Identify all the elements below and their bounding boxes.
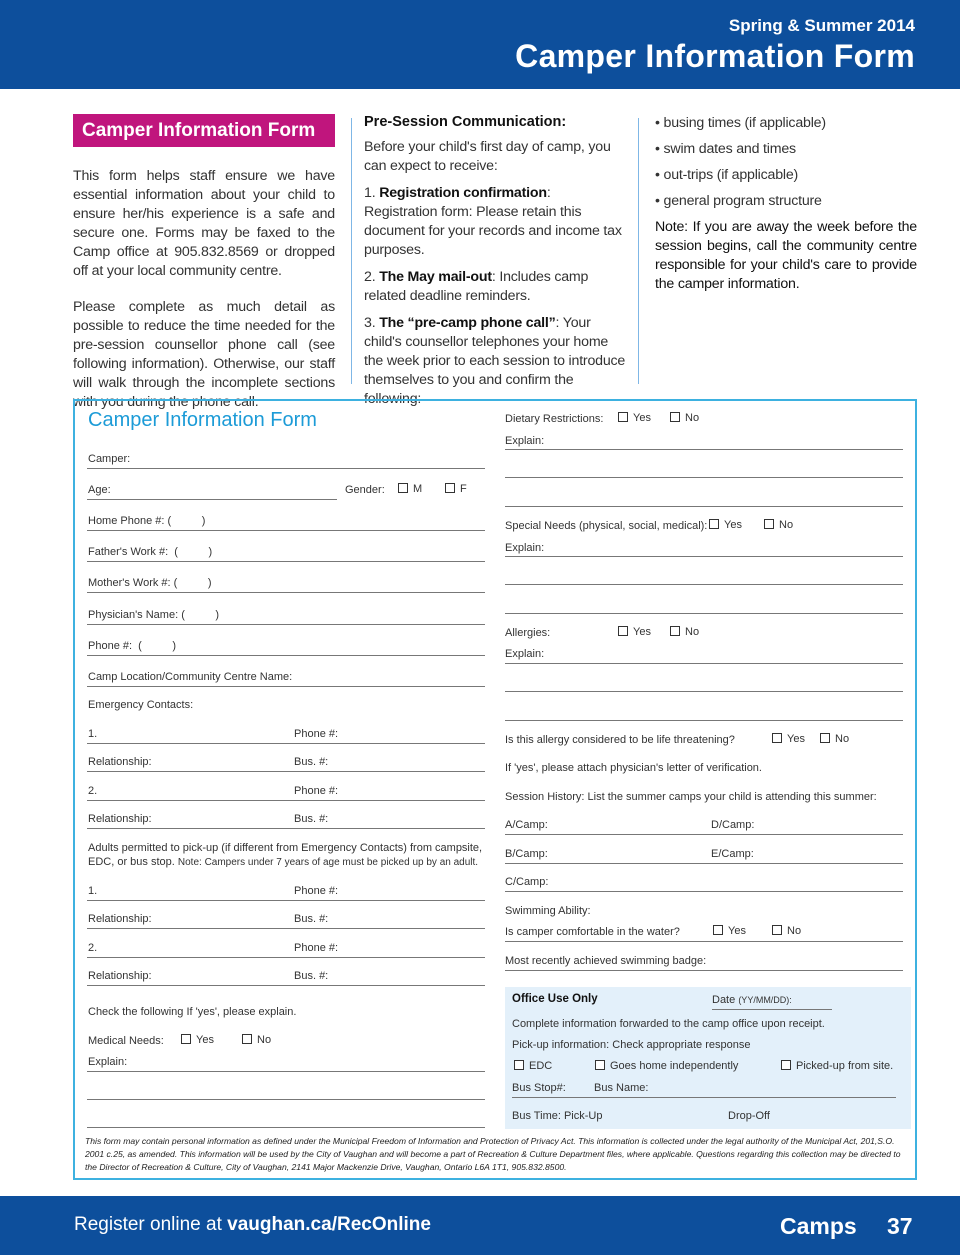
attach-letter-note: If 'yes', please attach physician's letter of verification. — [505, 762, 762, 774]
pickup-instructions: Adults permitted to pick-up (if different from Emergency Contacts) from campsite, EDC, or bus stop. Note: Campers under 7 years of age must be picked up by an adult. — [88, 842, 483, 868]
office-use-heading: Office Use Only — [512, 993, 598, 1005]
checkbox[interactable] — [670, 412, 680, 422]
season-label: Spring & Summer 2014 — [728, 16, 915, 35]
intro-column-3 — [655, 114, 917, 294]
page-footer — [0, 1196, 960, 1255]
gender-label: Gender: — [345, 484, 385, 496]
home-phone-field[interactable] — [87, 530, 485, 531]
bus-label: Bus. #: — [294, 756, 329, 768]
list-item: • out-trips (if applicable) — [655, 167, 799, 183]
pickup-1-field[interactable] — [87, 900, 485, 901]
page-header — [0, 0, 960, 89]
camp-d-label: D/Camp: — [711, 819, 755, 831]
camp-location-field[interactable] — [87, 686, 485, 687]
bus-stop-label: Bus Stop#: — [512, 1082, 566, 1094]
relationship-label: Relationship: — [88, 970, 152, 982]
list-item: • busing times (if applicable) — [655, 115, 826, 131]
checkbox[interactable] — [242, 1034, 252, 1044]
life-threatening-label: Is this allergy considered to be life threatening? — [505, 734, 735, 746]
special-needs-yes-option[interactable]: Yes — [709, 519, 742, 531]
medical-explain-field[interactable] — [87, 1071, 485, 1072]
bus-label: Bus. #: — [294, 813, 329, 825]
physician-name-label: Physician's Name: ( ) — [88, 609, 220, 621]
checkbox[interactable] — [781, 1060, 791, 1070]
relationship-field[interactable] — [87, 985, 485, 986]
special-needs-no-option[interactable]: No — [764, 519, 793, 531]
allergies-yes-option[interactable]: Yes — [618, 626, 651, 638]
dietary-explain-field[interactable] — [505, 506, 903, 507]
checkbox[interactable] — [713, 925, 723, 935]
phone-field[interactable] — [87, 655, 485, 656]
camper-label: Camper: — [88, 453, 131, 465]
special-needs-explain-field[interactable] — [505, 556, 903, 557]
phone-label: Phone #: ( ) — [88, 640, 177, 652]
contact-1-phone-label: Phone #: — [294, 728, 339, 740]
contact-1-field[interactable] — [87, 743, 485, 744]
swim-badge-field[interactable] — [505, 970, 903, 971]
checkbox[interactable] — [764, 519, 774, 529]
medical-explain-field[interactable] — [87, 1127, 485, 1128]
form-title: Camper Information Form — [88, 409, 317, 431]
camp-c-label: C/Camp: — [505, 876, 549, 888]
pickup-2-label: 2. — [88, 942, 98, 954]
medical-explain-field[interactable] — [87, 1099, 485, 1100]
explain-label: Explain: — [505, 435, 545, 447]
checkbox[interactable] — [514, 1060, 524, 1070]
medical-yes-option[interactable]: Yes — [181, 1034, 214, 1046]
camp-a-label: A/Camp: — [505, 819, 548, 831]
camp-a-d-field[interactable] — [505, 834, 903, 835]
mother-work-field[interactable] — [87, 592, 485, 593]
column-divider — [638, 118, 639, 384]
contact-1-label: 1. — [88, 728, 98, 740]
allergies-no-option[interactable]: No — [670, 626, 699, 638]
intro-paragraph-1: This form helps staff ensure we have essential information about your child to ensure her/his experience is a safe and secure one. Forms may be faxed to the Camp office at 905.832.8569 or dropped off at your local community centre. — [73, 168, 335, 279]
contact-2-label: 2. — [88, 785, 98, 797]
swimming-ability-label: Swimming Ability: — [505, 905, 591, 917]
comfortable-water-label: Is camper comfortable in the water? — [505, 926, 680, 938]
pickup-1-phone-label: Phone #: — [294, 885, 339, 897]
office-use-panel — [505, 987, 911, 1129]
note-text: Note: If you are away the week before the session begins, call the community centre responsible for your child's care to provide the camper information. — [655, 219, 917, 292]
camper-field[interactable] — [87, 468, 485, 469]
contact-2-field[interactable] — [87, 800, 485, 801]
gender-m-option[interactable]: M — [398, 483, 422, 495]
edc-option[interactable]: EDC — [514, 1060, 552, 1072]
father-work-field[interactable] — [87, 561, 485, 562]
camper-information-form — [73, 399, 917, 1180]
allergies-explain-field[interactable] — [505, 720, 903, 721]
checkbox[interactable] — [445, 483, 455, 493]
water-no-option[interactable]: No — [772, 925, 801, 937]
register-online-text: Register online at vaughan.ca/RecOnline — [74, 1214, 431, 1235]
emergency-contacts-label: Emergency Contacts: — [88, 699, 194, 711]
intro-paragraph-2: Please complete as much detail as possible to reduce the time needed for the pre-session counsellor phone call (see following information). Otherwise, our staff will walk through the incomplete sections with you during the phone call. — [73, 299, 335, 410]
intro-column-1 — [73, 114, 335, 412]
privacy-disclaimer: This form may contain personal information as defined under the Municipal Freedom of Information and Protection of Privacy Act. This information is collected under the legal authority of the Municipal Act, 201,S.O. 2001 c.25, as amended. This information will be used by the City of Vaughan and will become a part of Recreation & Culture Department files, where applicable. Questions regarding this collection may be directed to the Director of Recreation & Culture, City of Vaughan, 2141 Major Mackenzie Drive, Vaughan, Ontario L6A 1T1, 905.832.8500. — [85, 1136, 901, 1172]
bus-time-label: Bus Time: Pick-Up — [512, 1110, 603, 1122]
pickup-2-field[interactable] — [87, 957, 485, 958]
dietary-label: Dietary Restrictions: — [505, 413, 604, 425]
father-work-label: Father's Work #: ( ) — [88, 546, 213, 558]
relationship-label: Relationship: — [88, 756, 152, 768]
drop-off-label: Drop-Off — [728, 1110, 770, 1122]
water-yes-option[interactable]: Yes — [713, 925, 746, 937]
explain-label: Explain: — [88, 1056, 128, 1068]
pickup-2-phone-label: Phone #: — [294, 942, 339, 954]
checkbox[interactable] — [772, 925, 782, 935]
checkbox[interactable] — [772, 733, 782, 743]
home-phone-label: Home Phone #: ( ) — [88, 515, 206, 527]
bus-name-label: Bus Name: — [594, 1082, 649, 1094]
presession-item-3: 3. The “pre-camp phone call”: Your child's counsellor telephones your home the week prior to each session to introduce themselves to you and confirm the following: — [364, 315, 626, 407]
camp-e-label: E/Camp: — [711, 848, 754, 860]
relationship-field[interactable] — [87, 771, 485, 772]
life-threatening-no-option[interactable]: No — [820, 733, 849, 745]
contact-2-phone-label: Phone #: — [294, 785, 339, 797]
checkbox[interactable] — [709, 519, 719, 529]
relationship-label: Relationship: — [88, 813, 152, 825]
dietary-explain-field[interactable] — [505, 477, 903, 478]
checkbox[interactable] — [618, 412, 628, 422]
bus-label: Bus. #: — [294, 970, 329, 982]
presession-item-2: 2. The May mail-out: Includes camp related deadline reminders. — [364, 269, 589, 304]
relationship-field[interactable] — [87, 928, 485, 929]
pickup-1-label: 1. — [88, 885, 98, 897]
allergies-explain-field[interactable] — [505, 691, 903, 692]
list-item: • swim dates and times — [655, 141, 796, 157]
relationship-field[interactable] — [87, 828, 485, 829]
gender-f-option[interactable]: F — [445, 483, 467, 495]
age-label: Age: — [88, 484, 111, 496]
page-number: 37 — [887, 1213, 913, 1239]
swim-badge-label: Most recently achieved swimming badge: — [505, 955, 707, 967]
checkbox[interactable] — [820, 733, 830, 743]
life-threatening-yes-option[interactable]: Yes — [772, 733, 805, 745]
allergies-label: Allergies: — [505, 627, 551, 639]
dietary-no-option[interactable]: No — [670, 412, 699, 424]
special-needs-explain-field[interactable] — [505, 584, 903, 585]
medical-needs-label: Medical Needs: — [88, 1035, 164, 1047]
explain-label: Explain: — [505, 648, 545, 660]
presession-item-1: 1. Registration confirmation: Registration form: Please retain this document for your records and income tax purposes. — [364, 185, 622, 258]
presession-heading: Pre-Session Communication: — [364, 114, 567, 130]
register-link[interactable]: vaughan.ca/RecOnline — [227, 1214, 431, 1235]
camp-location-label: Camp Location/Community Centre Name: — [88, 671, 293, 683]
section-heading: Camper Information Form — [73, 114, 335, 147]
column-divider — [351, 118, 352, 384]
allergies-explain-field[interactable] — [505, 663, 903, 664]
dietary-yes-option[interactable]: Yes — [618, 412, 651, 424]
physician-name-field[interactable] — [87, 624, 485, 625]
bus-label: Bus. #: — [294, 913, 329, 925]
bus-stop-field[interactable] — [512, 1097, 896, 1098]
date-field[interactable] — [712, 1009, 832, 1010]
dietary-explain-field[interactable] — [505, 449, 903, 450]
goes-home-option[interactable]: Goes home independently — [595, 1060, 738, 1072]
list-item: • general program structure — [655, 193, 822, 209]
relationship-label: Relationship: — [88, 913, 152, 925]
comfortable-water-field[interactable] — [505, 941, 903, 942]
camp-b-label: B/Camp: — [505, 848, 548, 860]
session-history-label: Session History: List the summer camps your child is attending this summer: — [505, 791, 877, 803]
section-label: Camps — [780, 1213, 857, 1239]
special-needs-explain-field[interactable] — [505, 613, 903, 614]
checkbox[interactable] — [618, 626, 628, 636]
checkbox[interactable] — [181, 1034, 191, 1044]
camp-b-e-field[interactable] — [505, 863, 903, 864]
check-following-label: Check the following If 'yes', please explain. — [88, 1006, 297, 1018]
explain-label: Explain: — [505, 542, 545, 554]
date-label: Date (YY/MM/DD): — [712, 994, 792, 1006]
special-needs-label: Special Needs (physical, social, medical): — [505, 520, 708, 532]
complete-info-text: Complete information forwarded to the camp office upon receipt. — [512, 1018, 825, 1030]
page-title: Camper Information Form — [515, 38, 915, 74]
mother-work-label: Mother's Work #: ( ) — [88, 577, 212, 589]
pickup-info-text: Pick-up information: Check appropriate response — [512, 1039, 751, 1051]
age-field[interactable] — [87, 499, 337, 500]
checkbox[interactable] — [398, 483, 408, 493]
picked-up-option[interactable]: Picked-up from site. — [781, 1060, 893, 1072]
checkbox[interactable] — [595, 1060, 605, 1070]
medical-no-option[interactable]: No — [242, 1034, 271, 1046]
checkbox[interactable] — [670, 626, 680, 636]
presession-intro: Before your child's first day of camp, you can expect to receive: — [364, 139, 611, 174]
camp-c-field[interactable] — [505, 891, 903, 892]
intro-column-2 — [364, 114, 626, 417]
